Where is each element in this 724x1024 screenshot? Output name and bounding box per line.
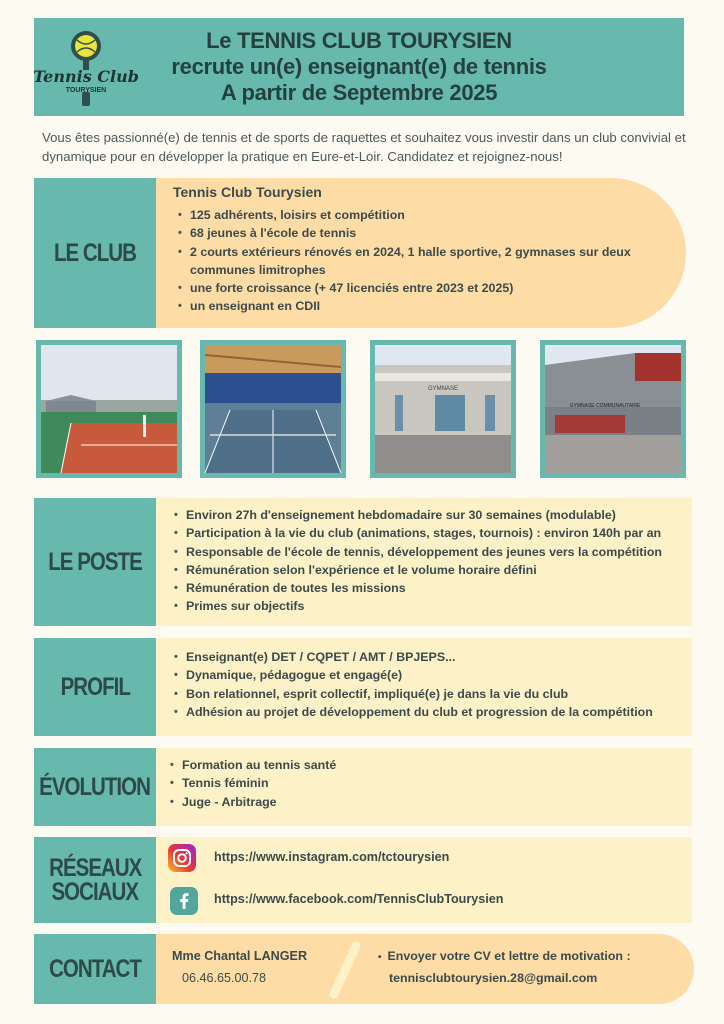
facebook-icon[interactable]: [170, 887, 198, 915]
poste-label: [34, 498, 156, 626]
send-text: Envoyer votre CV et lettre de motivation :: [387, 949, 631, 963]
evolution-list: [168, 756, 683, 811]
reseaux-content: [156, 837, 692, 923]
title-line-3: A partir de Septembre 2025: [220, 80, 498, 105]
contact-content: [156, 934, 694, 1004]
photo-outdoor-court: [36, 340, 182, 478]
photo-gymnase-communautaire: [540, 340, 686, 478]
poste-content: [156, 498, 692, 626]
club-logo: [33, 26, 139, 108]
list-item: • Participation à la vie du club (animations, stages, tournois) : environ 140h par an: [172, 524, 687, 542]
page-title: [134, 28, 584, 106]
gym2-sign: GYMNASE COMMUNAUTAIRE: [569, 403, 641, 409]
reseaux-label-line1: RÉSEAUX: [48, 854, 142, 882]
title-line-1: Le TENNIS CLUB TOURYSIEN: [206, 28, 512, 53]
list-item: • Formation au tennis santé: [168, 756, 683, 774]
list-item: • Primes sur objectifs: [172, 597, 687, 615]
contact-email[interactable]: tennisclubtourysien.28@gmail.com: [389, 971, 598, 985]
gym1-sign: GYMNASE: [427, 386, 459, 392]
contact-label: [34, 934, 156, 1004]
poste-label-text: LE POSTE: [48, 548, 142, 576]
evolution-label: [34, 748, 156, 826]
evolution-content: [156, 748, 692, 826]
list-item: • Rémunération selon l'expérience et le volume horaire défini: [172, 561, 687, 579]
reseaux-label: [34, 837, 156, 923]
list-item: • 2 courts extérieurs rénovés en 2024, 1 halle sportive, 2 gymnases sur deux communes limitrophes: [176, 243, 636, 280]
list-item: • Bon relationnel, esprit collectif, impliqué(e) je dans la vie du club: [172, 685, 687, 703]
header-banner: [34, 18, 684, 116]
profil-list: [172, 648, 687, 721]
reseaux-label-line2: SOCIAUX: [51, 878, 139, 906]
intro-text: Vous êtes passionné(e) de tennis et de sports de raquettes et souhaitez vous investir dans un club convivial et dynamique pour en développer la pratique en Eure-et-Loir. Candidatez et rejoignez-nous!: [42, 130, 686, 164]
evolution-label-text: ÉVOLUTION: [39, 773, 151, 801]
club-label: [34, 178, 156, 328]
list-item: • Dynamique, pédagogue et engagé(e): [172, 666, 687, 684]
photo-gymnase: [370, 340, 516, 478]
profil-content: [156, 638, 692, 736]
list-item: • 68 jeunes à l'école de tennis: [176, 224, 636, 242]
logo-text: Tennis Club: [33, 67, 139, 86]
title-line-2: recrute un(e) enseignant(e) de tennis: [171, 54, 547, 79]
list-item: • Environ 27h d'enseignement hebdomadaire sur 30 semaines (modulable): [172, 506, 687, 524]
list-item: • une forte croissance (+ 47 licenciés entre 2023 et 2025): [176, 279, 636, 297]
list-item: • 125 adhérents, loisirs et compétition: [176, 206, 636, 224]
list-item: • Enseignant(e) DET / CQPET / AMT / BPJEPS...: [172, 648, 687, 666]
club-heading: Tennis Club Tourysien: [173, 184, 322, 200]
poste-list: [172, 506, 687, 616]
club-list: [176, 206, 636, 316]
contact-name: Mme Chantal LANGER: [172, 949, 308, 963]
list-item: • Tennis féminin: [168, 774, 683, 792]
logo-subtext: TOURYSIEN: [65, 87, 107, 94]
facebook-link[interactable]: https://www.facebook.com/TennisClubTourysien: [214, 892, 504, 906]
list-item: • Responsable de l'école de tennis, développement des jeunes vers la compétition: [172, 543, 687, 561]
contact-phone: 06.46.65.00.78: [182, 971, 267, 985]
divider-slash: [328, 942, 362, 998]
club-label-text: LE CLUB: [54, 239, 136, 267]
instagram-icon[interactable]: [168, 844, 196, 872]
list-item: • Adhésion au projet de développement du club et progression de la compétition: [172, 703, 687, 721]
contact-send-text: • Envoyer votre CV et lettre de motivation :: [378, 949, 631, 963]
list-item: • Juge - Arbitrage: [168, 793, 683, 811]
list-item: • un enseignant en CDII: [176, 297, 636, 315]
list-item: • Rémunération de toutes les missions: [172, 579, 687, 597]
profil-label: [34, 638, 156, 736]
photo-indoor-hall: [200, 340, 346, 478]
club-content: [156, 178, 686, 328]
profil-label-text: PROFIL: [60, 673, 130, 701]
contact-label-text: CONTACT: [49, 955, 141, 983]
instagram-link[interactable]: https://www.instagram.com/tctourysien: [214, 850, 450, 864]
